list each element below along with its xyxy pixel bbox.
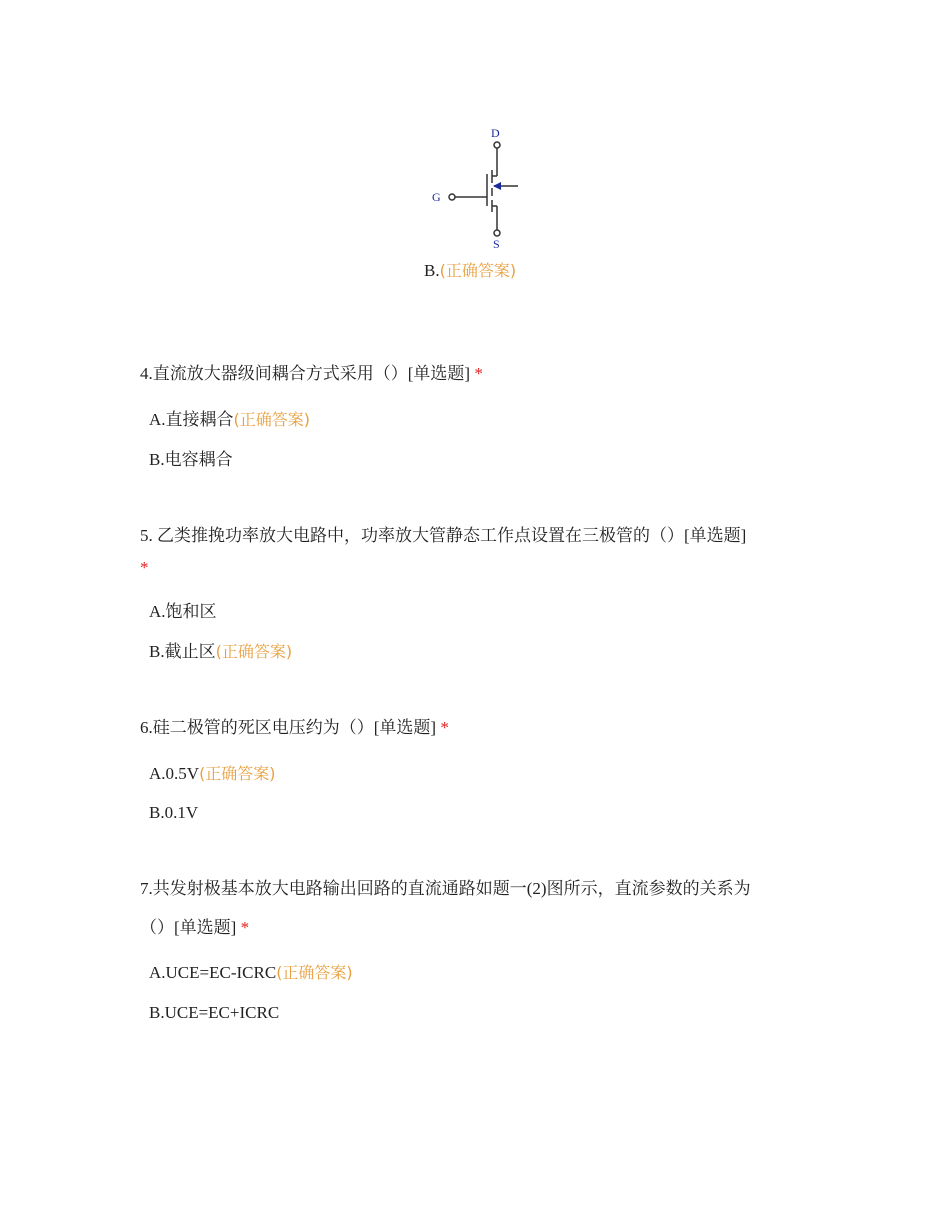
question-title: 6.硅二极管的死区电压约为（）[单选题] * — [140, 718, 449, 737]
required-mark: * — [240, 918, 250, 937]
source-label: S — [493, 237, 500, 251]
option[interactable]: A.饱和区 — [149, 602, 217, 621]
option[interactable]: B.电容耦合 — [149, 450, 233, 469]
option[interactable]: B.截止区(正确答案) — [149, 642, 293, 661]
option-label: B. — [424, 261, 440, 280]
figure-option[interactable] — [424, 261, 516, 281]
option[interactable]: B.0.1V — [149, 803, 199, 822]
correct-answer-tag: (正确答案) — [439, 261, 517, 280]
correct-answer-tag: (正确答案) — [215, 642, 293, 661]
required-mark: * — [440, 718, 449, 737]
mosfet-symbol-diagram — [420, 120, 540, 260]
question-title: 4.直流放大器级间耦合方式采用（）[单选题] * — [140, 364, 483, 383]
correct-answer-tag: (正确答案) — [233, 410, 311, 429]
gate-label: G — [432, 190, 441, 204]
required-mark: * — [140, 558, 149, 577]
option[interactable]: A.0.5V(正确答案) — [149, 764, 276, 783]
question-title-continued: （）[单选题] * — [140, 918, 250, 937]
drain-label: D — [491, 126, 500, 140]
correct-answer-tag: (正确答案) — [276, 963, 353, 982]
option[interactable]: B.UCE=EC+ICRC — [149, 1003, 280, 1022]
required-mark: * — [474, 364, 483, 383]
option[interactable]: A.直接耦合(正确答案) — [149, 410, 311, 429]
option[interactable]: A.UCE=EC-ICRC(正确答案) — [149, 963, 353, 982]
question-title: 7.共发射极基本放大电路输出回路的直流通路如题一(2)图所示，直流参数的关系为 — [140, 879, 751, 898]
question-title: 5. 乙类推挽功率放大电路中，功率放大管静态工作点设置在三极管的（）[单选题] — [140, 526, 747, 545]
correct-answer-tag: (正确答案) — [199, 764, 276, 783]
